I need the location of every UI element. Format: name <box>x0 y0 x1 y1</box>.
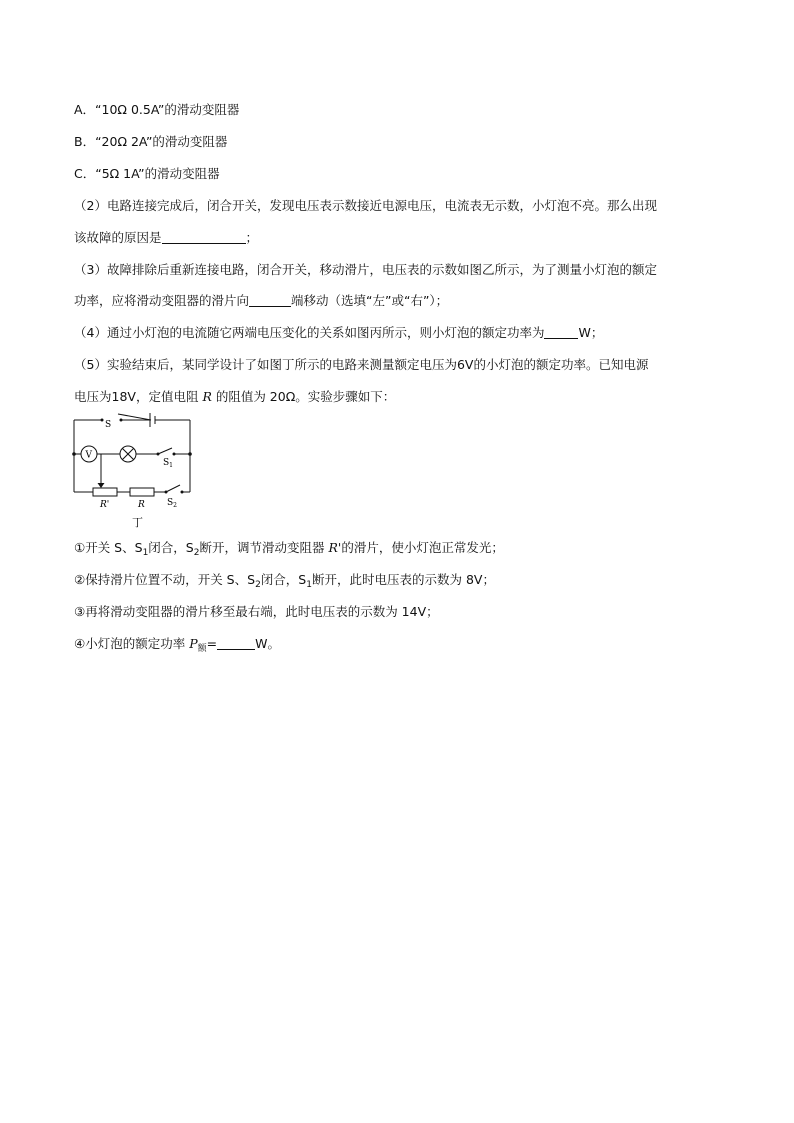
step2-text-b: 闭合，S <box>260 572 307 587</box>
q3-line1: （3）故障排除后重新连接电路，闭合开关，移动滑片，电压表的示数如图乙所示，为了测量小灯泡的额定 <box>74 262 657 277</box>
q5-line2 <box>74 388 395 406</box>
label-voltmeter: V <box>85 450 92 461</box>
option-b: B．“20Ω 2A”的滑动变阻器 <box>74 134 228 149</box>
answer-blank-step4[interactable] <box>217 637 255 650</box>
answer-blank-q4[interactable] <box>544 326 578 339</box>
option-a: A．“10Ω 0.5A”的滑动变阻器 <box>74 102 240 117</box>
step-2 <box>74 571 495 594</box>
step-1 <box>74 539 504 562</box>
q3-line2 <box>74 292 448 310</box>
step-3: ③再将滑动变阻器的滑片移至最右端，此时电压表的示数为 14V； <box>74 604 439 619</box>
step1-rheostat-symbol: R' <box>328 540 342 555</box>
label-rheostat: R' <box>100 500 110 510</box>
q3-line2-prefix: 功率，应将滑动变阻器的滑片向 <box>74 293 250 308</box>
option-c: C．“5Ω 1A”的滑动变阻器 <box>74 166 220 181</box>
step4-unit: W。 <box>255 636 280 651</box>
label-switch-S2: $S_2$ <box>167 498 177 509</box>
q2-line2-suffix: ； <box>245 230 259 245</box>
resistor-symbol-R: R <box>202 389 212 404</box>
power-subscript: 额 <box>197 644 207 654</box>
q5-line1: （5）实验结束后，某同学设计了如图丁所示的电路来测量额定电压为6V的小灯泡的额定功率。已知电源 <box>74 357 649 372</box>
q5-line2-b: 的阻值为 20Ω。实验步骤如下： <box>211 389 396 404</box>
step1-text-c: 断开，调节滑动变阻器 <box>199 540 329 555</box>
switch-S-blade <box>118 414 151 420</box>
step4-text-a: ④小灯泡的额定功率 <box>74 636 190 651</box>
step1-sub-1: 1 <box>142 548 149 558</box>
step1-text-b: 闭合，S <box>148 540 194 555</box>
q2-line2-prefix: 该故障的原因是 <box>74 230 162 245</box>
q4-line <box>74 324 603 342</box>
label-switch-S1: $S_1$ <box>163 458 173 469</box>
step1-sub-2: 2 <box>193 548 200 558</box>
step2-text-a: ②保持滑片位置不动，开关 S、S <box>74 572 256 587</box>
q2-line2 <box>74 229 258 247</box>
answer-blank-q2[interactable] <box>162 231 246 244</box>
step2-text-c: 断开，此时电压表的示数为 8V； <box>311 572 495 587</box>
step-4 <box>74 635 280 658</box>
label-resistor: R <box>138 500 145 510</box>
q4-suffix: W； <box>578 325 604 340</box>
q4-prefix: （4）通过小灯泡的电流随它两端电压变化的关系如图丙所示，则小灯泡的额定功率为 <box>74 325 545 340</box>
figure-caption: 丁 <box>132 516 143 529</box>
step1-text-d: 的滑片，使小灯泡正常发光； <box>341 540 504 555</box>
q5-line2-a: 电压为18V，定值电阻 <box>74 389 203 404</box>
answer-blank-q3[interactable] <box>249 294 291 307</box>
step2-sub-2: 2 <box>255 580 261 590</box>
circuit-diagram <box>66 408 206 532</box>
step1-text-a: ①开关 S、S <box>74 540 143 555</box>
label-switch-S: S <box>105 420 112 430</box>
switch-S1-blade <box>158 448 172 454</box>
q3-line2-suffix: 端移动（选填“左”或“右”）； <box>291 293 449 308</box>
slider-arrow-icon <box>98 483 105 488</box>
equals-sign: = <box>206 636 218 651</box>
power-symbol-P: P <box>189 636 198 651</box>
q2-line1: （2）电路连接完成后，闭合开关，发现电压表示数接近电源电压，电流表无示数，小灯泡不亮。那么出现 <box>74 198 657 213</box>
switch-S2-blade <box>166 485 180 492</box>
step2-sub-1: 1 <box>306 580 312 590</box>
